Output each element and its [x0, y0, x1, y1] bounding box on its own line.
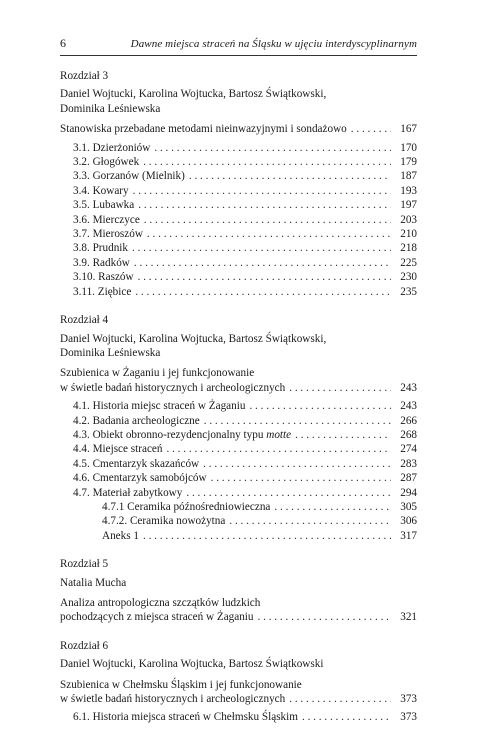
toc-entry[interactable] [73, 155, 417, 169]
toc-entry-title: 6.1. Historia miejsca straceń w Chełmsku Śląskim [73, 711, 298, 724]
toc-entry-page: 197 [400, 199, 417, 212]
dot-leader [295, 428, 391, 442]
toc-entry[interactable] [73, 184, 417, 198]
toc-entry-page: 306 [400, 515, 417, 528]
table-of-contents [60, 69, 417, 739]
dot-leader [166, 442, 391, 456]
toc-entry-title: Stanowiska przebadane metodami nieinwazyjnymi i sondażowo [60, 123, 347, 136]
toc-page [60, 36, 417, 724]
running-title: Dawne miejsca straceń na Śląsku w ujęciu interdyscyplinarnym [130, 38, 417, 50]
toc-entry-page: 283 [400, 457, 417, 470]
toc-entry[interactable] [73, 256, 417, 270]
chapter-label: Rozdział 3 [60, 70, 109, 82]
toc-entry-title: 3.8. Prudnik [73, 242, 129, 255]
toc-entry[interactable] [73, 399, 417, 413]
toc-entry[interactable] [73, 227, 417, 241]
author-line: Daniel Wojtucki, Karolina Wojtucka, Bartosz Świątkowski, [60, 88, 327, 101]
toc-entry-title: w świetle badań historycznych i archeologicznych [60, 381, 286, 394]
toc-entry-page: 210 [400, 228, 417, 241]
toc-entry-title: 3.4. Kowary [73, 184, 129, 197]
toc-entry-page: 268 [400, 428, 417, 441]
dot-leader [186, 486, 391, 500]
dot-leader [274, 500, 391, 514]
dot-leader [289, 692, 391, 706]
chapter-title-line: Szubienica w Żaganiu i jej funkcjonowanie [60, 367, 255, 380]
toc-entry-title: 4.4. Miejsce straceń [73, 443, 163, 456]
author-line: Natalia Mucha [60, 576, 127, 589]
toc-entry[interactable] [73, 428, 417, 442]
toc-entry[interactable] [73, 414, 417, 428]
toc-entry-page: 203 [400, 213, 417, 226]
dot-leader [143, 155, 391, 169]
chapter-title [60, 596, 417, 625]
dot-leader [289, 381, 391, 395]
author-line: Dominika Leśniewska [60, 102, 161, 115]
subsection-list [60, 141, 417, 299]
toc-entry-title: 4.2. Badania archeologiczne [73, 414, 200, 427]
toc-entry-page: 235 [400, 285, 417, 298]
dot-leader [132, 241, 391, 255]
toc-entry-page: 193 [400, 184, 417, 197]
chapter-label: Rozdział 5 [60, 558, 109, 571]
dot-leader [135, 285, 391, 299]
toc-entry-page: 317 [400, 529, 417, 542]
toc-entry[interactable] [73, 270, 417, 284]
dot-leader [204, 414, 391, 428]
subsection-list [60, 710, 417, 724]
toc-entry-page: 167 [400, 123, 417, 136]
dot-leader [144, 213, 391, 227]
chapter-title-entry[interactable] [60, 610, 417, 624]
dot-leader [134, 256, 391, 270]
toc-entry[interactable] [73, 141, 417, 155]
running-header [60, 36, 417, 52]
toc-subentry[interactable] [73, 500, 417, 514]
chapter-title [60, 122, 417, 136]
toc-entry-title: 4.6. Cmentarzyk samobójców [73, 472, 207, 485]
toc-entry-title: 4.7.1 Ceramika późnośredniowieczna [102, 500, 271, 513]
toc-entry[interactable] [73, 198, 417, 212]
toc-entry-title: 3.2. Głogówek [73, 156, 140, 169]
toc-entry-title: 3.5. Lubawka [73, 199, 135, 212]
toc-subentry[interactable] [73, 514, 417, 528]
chapter-label: Rozdział 4 [60, 314, 109, 327]
dot-leader [258, 610, 391, 624]
dot-leader [302, 710, 391, 724]
author-line: Dominika Leśniewska [60, 346, 161, 359]
chapter-section [60, 557, 417, 625]
toc-entry-page: 373 [400, 693, 417, 706]
dot-leader [138, 198, 391, 212]
chapter-authors [60, 332, 417, 361]
toc-entry[interactable] [73, 710, 417, 724]
chapter-authors [60, 87, 417, 116]
chapter-title-line: Szubienica w Chełmsku Śląskim i jej funkcjonowanie [60, 678, 302, 691]
toc-entry-page: 243 [400, 381, 417, 394]
toc-subentry[interactable] [73, 529, 417, 543]
toc-entry-page: 266 [400, 414, 417, 427]
dot-leader [143, 529, 391, 543]
toc-entry-title: 4.7. Materiał zabytkowy [73, 486, 183, 499]
toc-entry-title: 3.6. Mierczyce [73, 213, 140, 226]
toc-entry-title: 3.11. Ziębice [73, 285, 132, 298]
author-line: Daniel Wojtucki, Karolina Wojtucka, Bartosz Świątkowski, [60, 332, 327, 345]
toc-entry-page: 321 [400, 611, 417, 624]
toc-entry-title: 4.1. Historia miejsc straceń w Żaganiu [73, 400, 246, 413]
dot-leader [133, 184, 391, 198]
toc-entry-title: 3.10. Raszów [73, 271, 134, 284]
chapter-authors [60, 657, 417, 671]
toc-entry-page: 218 [400, 242, 417, 255]
toc-entry-page: 225 [400, 256, 417, 269]
toc-entry[interactable] [73, 442, 417, 456]
toc-entry-title: 4.7.2. Ceramika nowożytna [102, 515, 226, 528]
chapter-title-line: Analiza antropologiczna szczątków ludzkich [60, 597, 261, 609]
subsection-list [60, 399, 417, 543]
chapter-label: Rozdział 6 [60, 639, 109, 652]
dot-leader [229, 514, 391, 528]
toc-entry-title: 4.5. Cmentarzyk skazańców [73, 457, 200, 470]
dot-leader [351, 122, 391, 136]
toc-entry-page: 373 [400, 711, 417, 724]
chapter-section [60, 639, 417, 725]
chapter-authors [60, 576, 417, 590]
toc-entry[interactable] [73, 213, 417, 227]
dot-leader [138, 270, 391, 284]
toc-entry-title: Aneks 1 [102, 529, 139, 542]
toc-entry-page: 294 [400, 486, 417, 499]
toc-entry[interactable] [73, 285, 417, 299]
toc-entry-title: w świetle badań historycznych i archeologicznych [60, 693, 286, 706]
toc-entry-page: 305 [400, 500, 417, 513]
author-line: Daniel Wojtucki, Karolina Wojtucka, Bartosz Świątkowski [60, 658, 324, 671]
toc-entry-page: 187 [400, 170, 417, 183]
toc-entry-page: 230 [400, 271, 417, 284]
dot-leader [203, 457, 391, 471]
toc-entry-title: 3.3. Gorzanów (Mielnik) [73, 170, 185, 183]
toc-entry-page: 274 [400, 443, 417, 456]
toc-entry-page: 243 [400, 400, 417, 413]
dot-leader [249, 399, 391, 413]
chapter-title-entry[interactable] [60, 381, 417, 395]
chapter-title-entry[interactable] [60, 692, 417, 706]
toc-entry[interactable] [73, 169, 417, 183]
dot-leader [154, 141, 391, 155]
toc-entry-title: 4.3. Obiekt obronno-rezydencjonalny typu motte [73, 428, 292, 441]
toc-entry-title: pochodzących z miejsca straceń w Żaganiu [60, 611, 254, 624]
toc-entry[interactable] [73, 486, 417, 500]
chapter-section [60, 313, 417, 543]
chapter-title-entry[interactable] [60, 122, 417, 136]
header-rule [60, 55, 417, 56]
toc-entry-title: 3.1. Dzierżoniów [73, 141, 151, 154]
toc-entry[interactable] [73, 241, 417, 255]
toc-entry-title-italic: motte [266, 428, 292, 441]
toc-entry-title: 3.9. Radków [73, 256, 130, 269]
dot-leader [189, 169, 391, 183]
toc-entry-page: 170 [400, 141, 417, 154]
chapter-title [60, 678, 417, 707]
toc-entry[interactable] [73, 471, 417, 485]
toc-entry-page: 287 [400, 472, 417, 485]
toc-entry[interactable] [73, 457, 417, 471]
page-number: 6 [60, 36, 66, 50]
chapter-title [60, 366, 417, 395]
dot-leader [147, 227, 391, 241]
dot-leader [211, 471, 391, 485]
toc-entry-title: 3.7. Mieroszów [73, 228, 143, 241]
toc-entry-page: 179 [400, 156, 417, 169]
chapter-section [60, 69, 417, 299]
